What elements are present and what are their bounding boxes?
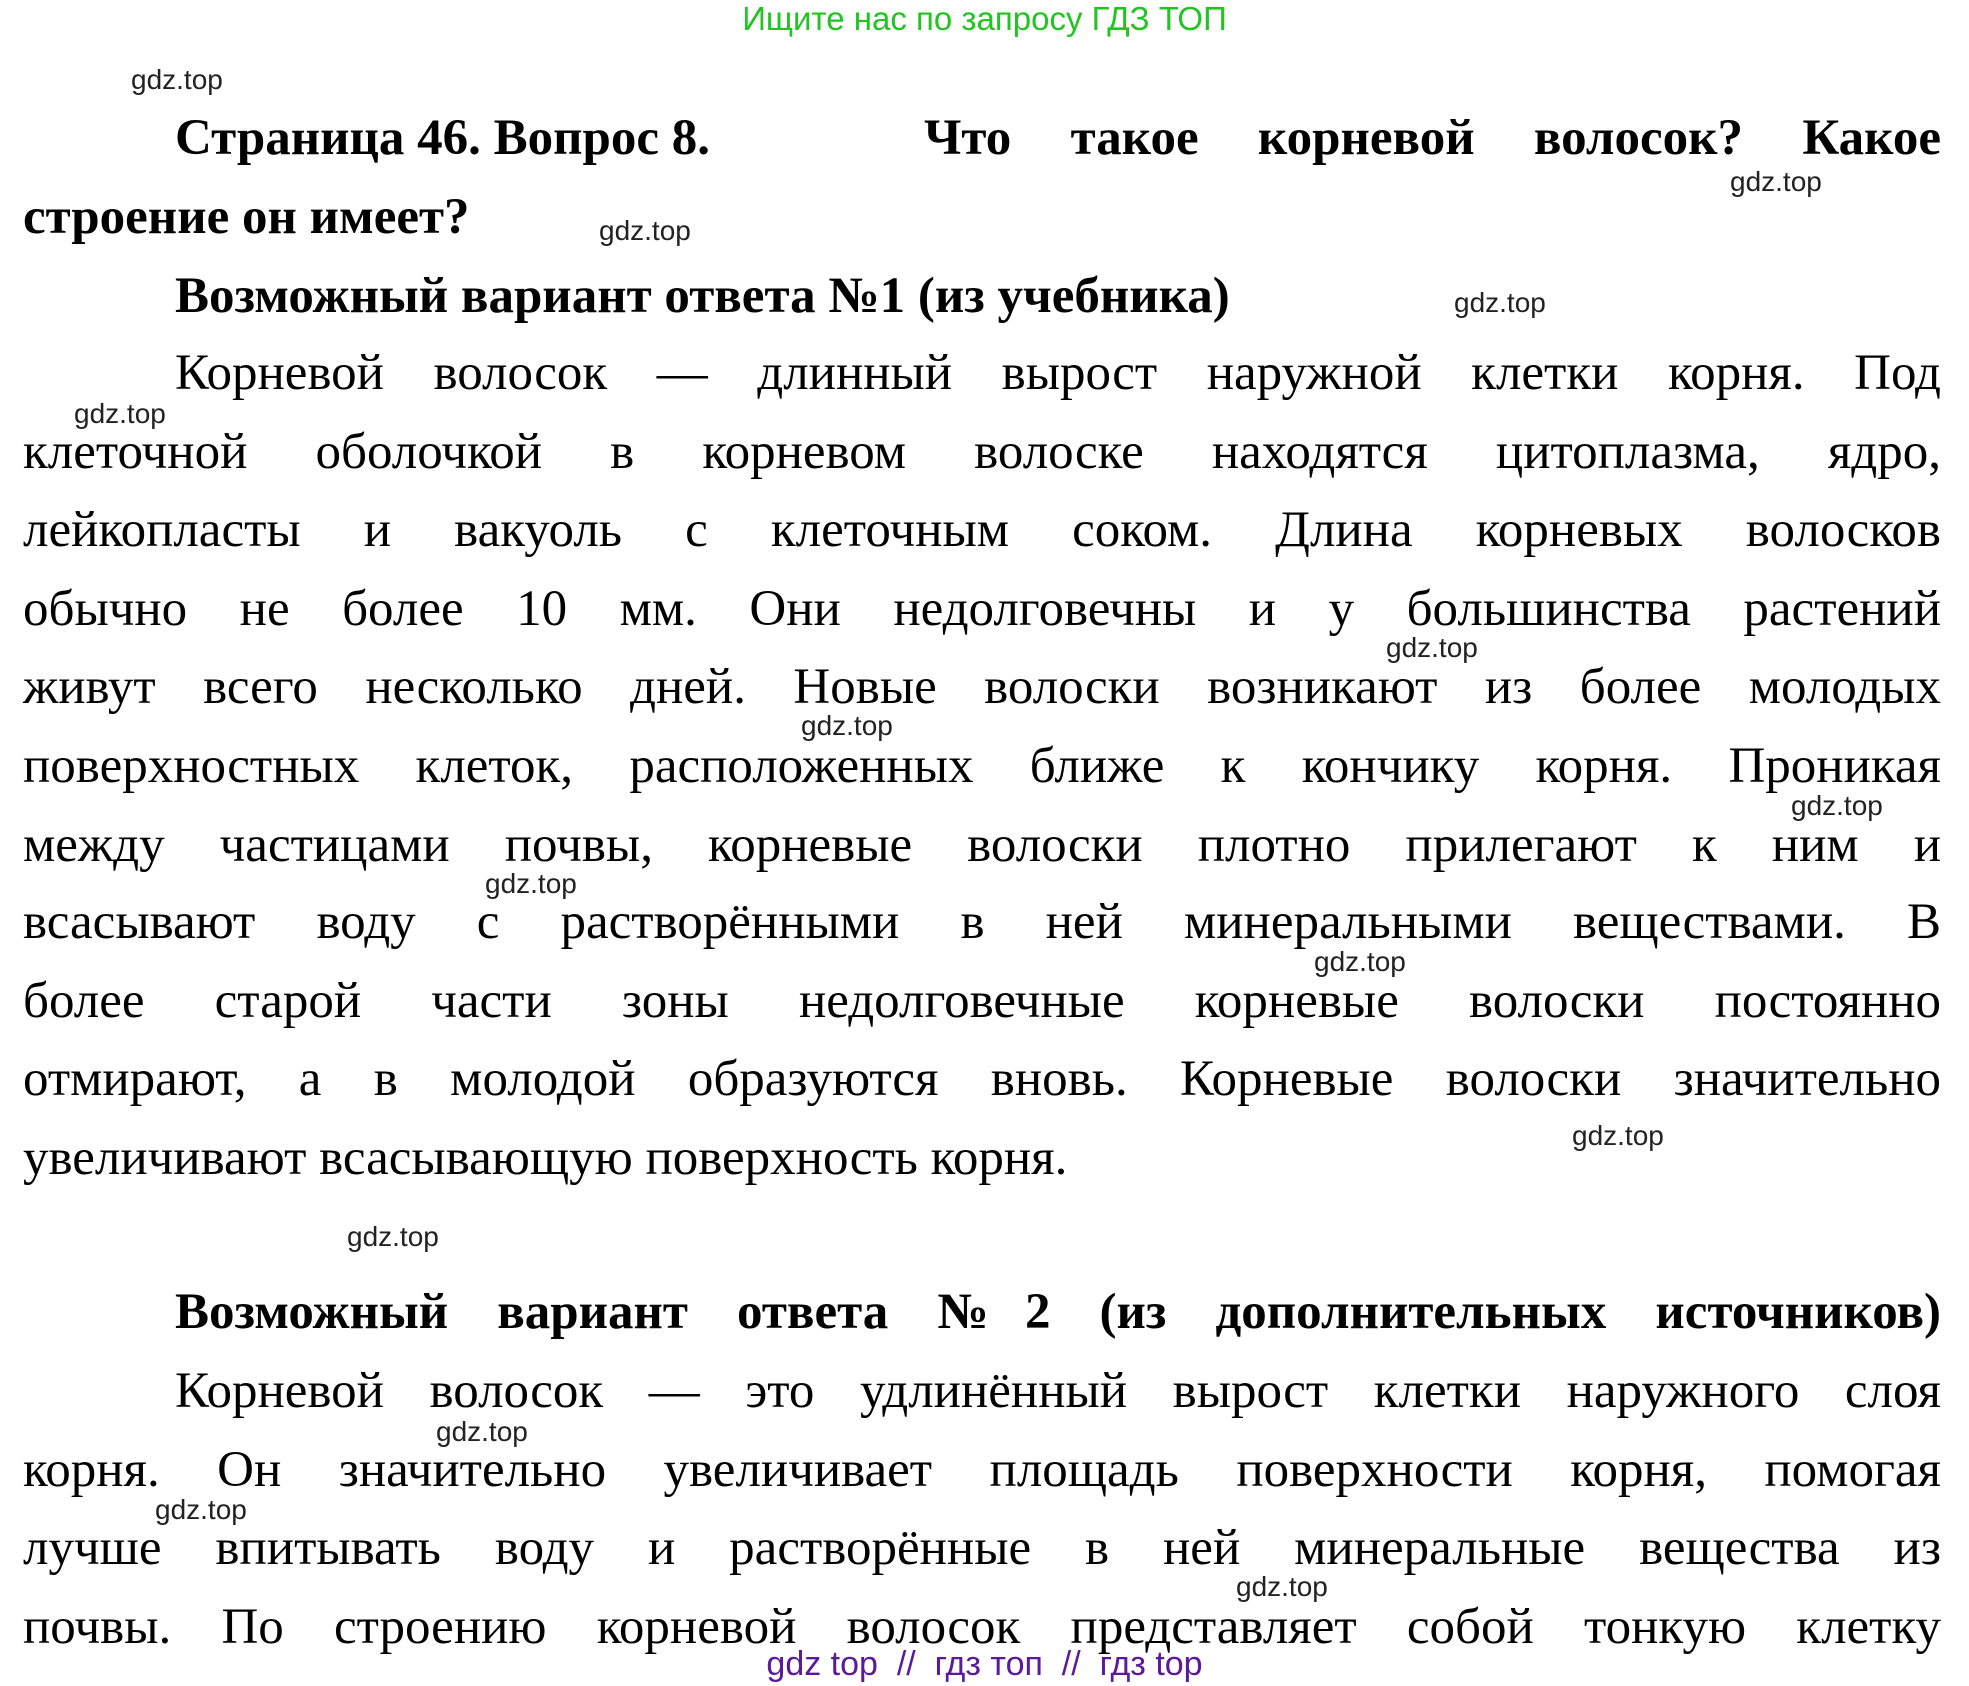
answer2-line: корня. Он значительно увеличивает площадь поверхности корня, помогая <box>23 1442 1941 1498</box>
question-page-label: Страница 46. Вопрос 8. <box>175 110 711 166</box>
watermark: gdz.top <box>74 398 166 429</box>
watermark: gdz.top <box>436 1416 528 1447</box>
answer1-line: лейкопласты и вакуоль с клеточным соком. Длина корневых волосков <box>23 502 1941 558</box>
answer1-line: поверхностных клеток, расположенных ближе к кончику корня. Проникая <box>23 738 1941 794</box>
answer2-heading: Возможный вариант ответа №2 (из дополнительных источников) <box>175 1284 1941 1340</box>
watermark: gdz.top <box>1314 946 1406 977</box>
watermark: gdz.top <box>1236 1571 1328 1602</box>
answer1-line: обычно не более 10 мм. Они недолговечны и у большинства растений <box>23 581 1941 637</box>
answer1-line: Корневой волосок — длинный вырост наружной клетки корня. Под <box>175 345 1941 401</box>
question-text-cont: строение он имеет? <box>23 189 470 245</box>
bottom-banner: gdz top // гдз топ // гдз top <box>766 1645 1203 1683</box>
watermark: gdz.top <box>801 710 893 741</box>
watermark: gdz.top <box>347 1221 439 1252</box>
question-text: Что такое корневой волосок? Какое <box>924 110 1941 166</box>
watermark: gdz.top <box>1454 287 1546 318</box>
answer2-line: Корневой волосок — это удлинённый вырост клетки наружного слоя <box>175 1363 1941 1419</box>
watermark: gdz.top <box>1572 1120 1664 1151</box>
watermark: gdz.top <box>155 1494 247 1525</box>
answer1-line: клеточной оболочкой в корневом волоске находятся цитоплазма, ядро, <box>23 424 1941 480</box>
watermark: gdz.top <box>599 215 691 246</box>
answer1-heading: Возможный вариант ответа №1 (из учебника) <box>175 268 1230 324</box>
watermark: gdz.top <box>1386 632 1478 663</box>
answer2-line: лучше впитывать воду и растворённые в ней минеральные вещества из <box>23 1520 1941 1576</box>
answer1-line: живут всего несколько дней. Новые волоски возникают из более молодых <box>23 659 1941 715</box>
watermark: gdz.top <box>1791 790 1883 821</box>
watermark: gdz.top <box>485 868 577 899</box>
top-banner: Ищите нас по запросу ГДЗ ТОП <box>742 0 1227 37</box>
answer1-line: более старой части зоны недолговечные корневые волоски постоянно <box>23 973 1941 1029</box>
answer1-line: отмирают, а в молодой образуются вновь. Корневые волоски значительно <box>23 1051 1941 1107</box>
answer1-line: всасывают воду с растворёнными в ней минеральными веществами. В <box>23 894 1941 950</box>
answer2-line: почвы. По строению корневой волосок представляет собой тонкую клетку <box>23 1599 1941 1655</box>
watermark: gdz.top <box>1730 166 1822 197</box>
answer1-line: увеличивают всасывающую поверхность корня. <box>23 1130 1068 1186</box>
answer1-line: между частицами почвы, корневые волоски плотно прилегают к ним и <box>23 817 1941 873</box>
watermark: gdz.top <box>131 64 223 95</box>
